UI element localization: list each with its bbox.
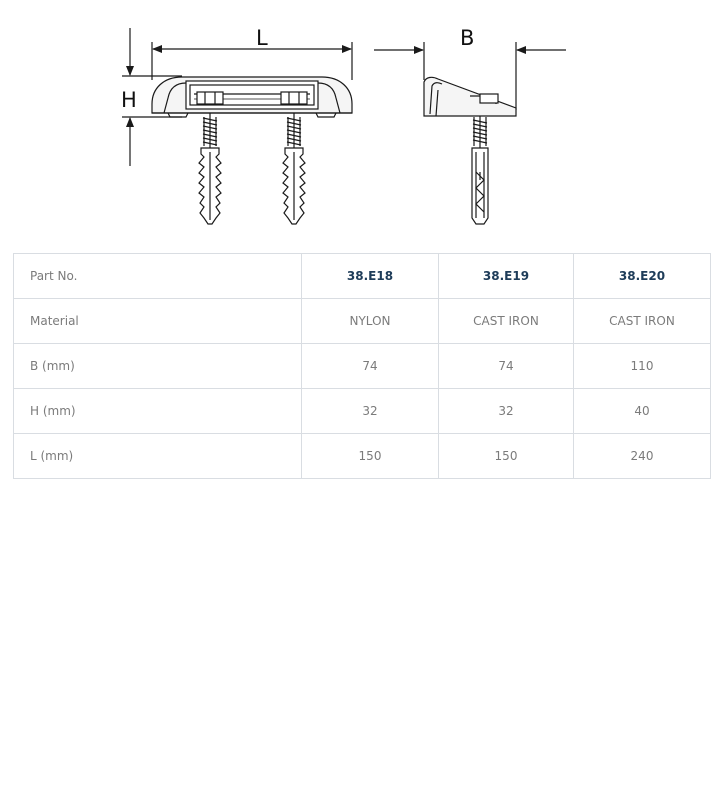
- part-number-cell: 38.E20: [574, 254, 711, 299]
- table-cell: 150: [302, 434, 439, 479]
- table-row-h: [14, 389, 711, 434]
- table-cell: 32: [302, 389, 439, 434]
- row-label: H (mm): [14, 389, 302, 434]
- dimension-h-label: H: [121, 88, 137, 112]
- specification-table: [13, 253, 711, 479]
- dimension-l-label: L: [256, 26, 268, 50]
- guide-body-side: [424, 77, 516, 116]
- row-label: B (mm): [14, 344, 302, 389]
- table-cell: 74: [439, 344, 574, 389]
- part-number-cell: 38.E19: [439, 254, 574, 299]
- table-cell: NYLON: [302, 299, 439, 344]
- table-row-l: [14, 434, 711, 479]
- guide-body-front: [152, 77, 352, 117]
- table-cell: 240: [574, 434, 711, 479]
- dimension-b-label: B: [460, 26, 475, 50]
- table-row-material: [14, 299, 711, 344]
- part-number-cell: 38.E18: [302, 254, 439, 299]
- screw-anchor-left: [199, 113, 221, 224]
- table-cell: 150: [439, 434, 574, 479]
- table-cell: 32: [439, 389, 574, 434]
- row-label: L (mm): [14, 434, 302, 479]
- screw-anchor-side: [472, 116, 488, 224]
- dimension-l: [152, 42, 352, 80]
- table-cell: 40: [574, 389, 711, 434]
- screw-anchor-right: [283, 113, 305, 224]
- table-cell: 74: [302, 344, 439, 389]
- row-label: Material: [14, 299, 302, 344]
- technical-drawing: [0, 0, 720, 240]
- table-row-part-no: [14, 254, 711, 299]
- table-cell: 110: [574, 344, 711, 389]
- row-label: Part No.: [14, 254, 302, 299]
- front-view: [121, 26, 352, 224]
- table-row-b: [14, 344, 711, 389]
- side-view: [374, 26, 566, 224]
- table-cell: CAST IRON: [439, 299, 574, 344]
- table-cell: CAST IRON: [574, 299, 711, 344]
